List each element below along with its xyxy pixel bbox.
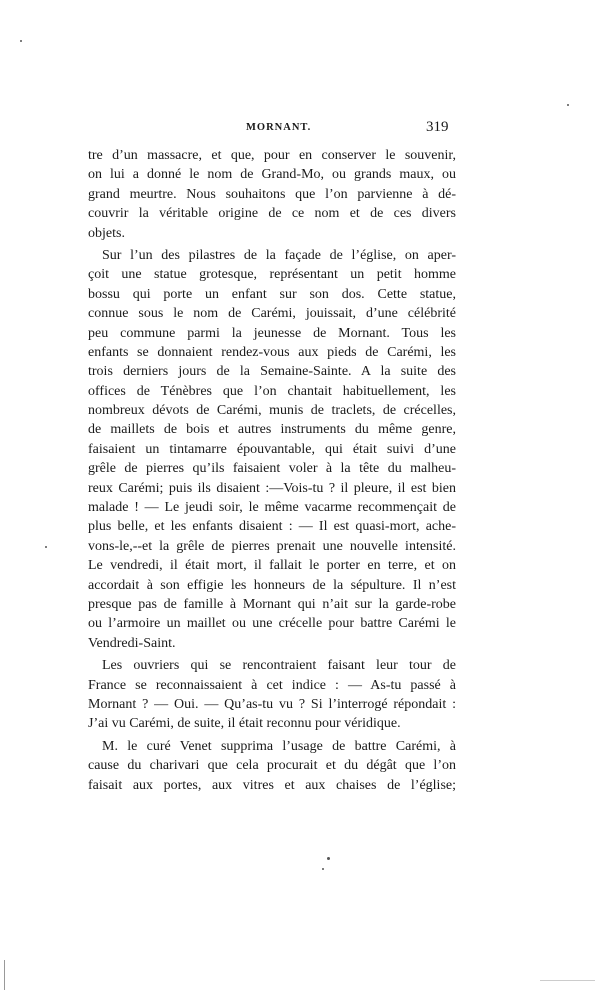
paragraph-2 <box>88 246 456 653</box>
text-line: grand meurtre. Nous souhaitons que l’on parvienne à dé- <box>88 186 456 202</box>
scan-speck <box>45 546 47 548</box>
text-line: peu commune parmi la jeunesse de Mornant. Tous les <box>88 325 456 341</box>
body-text <box>88 146 456 795</box>
text-line: Vendredi-Saint. <box>88 635 176 651</box>
paragraph-3 <box>88 656 456 734</box>
scan-speck <box>322 868 324 870</box>
text-line: grêle de pierres qu’ils faisaient voler à la tête du malheu- <box>88 461 456 477</box>
text-line: çoit une statue grotesque, représentant un petit homme <box>88 267 456 283</box>
text-line: accordait à son effigie les honneurs de la sépulture. Il n’est <box>88 577 456 593</box>
text-line: cause du charivari que cela procurait et du dégât que l’on <box>88 758 456 774</box>
text-line: vons-le,--et la grêle de pierres prenait une nouvelle intensité. <box>88 538 456 554</box>
scan-speck <box>567 104 569 106</box>
text-line: faisait aux portes, aux vitres et aux chaises de l’église; <box>88 777 456 793</box>
margin-mark <box>540 980 595 981</box>
text-line: connue sous le nom de Carémi, jouissait, d’une célébrité <box>88 306 456 322</box>
margin-mark <box>4 960 5 990</box>
text-line: couvrir la véritable origine de ce nom et de ces divers <box>88 206 456 222</box>
paragraph-1 <box>88 146 456 243</box>
text-line: ou l’armoire un maillet ou une crécelle pour battre Carémi le <box>88 616 456 632</box>
text-line: reux Carémi; puis ils disaient :—Vois-tu ? il pleure, il est bien <box>88 480 456 496</box>
text-line: on lui a donné le nom de Grand-Mo, ou grands maux, ou <box>88 167 456 183</box>
scan-speck <box>20 40 22 42</box>
text-line: Le vendredi, il était mort, il fallait le porter en terre, et on <box>88 558 456 574</box>
text-line: de maillets de bois et autres instruments du même genre, <box>88 422 456 438</box>
text-line: Les ouvriers qui se rencontraient faisant leur tour de <box>102 658 456 674</box>
scan-speck <box>327 857 330 860</box>
text-line: bossu qui porte un enfant sur son dos. Cette statue, <box>88 286 456 302</box>
text-line: enfants se donnaient rendez-vous aux pieds de Carémi, les <box>88 344 456 360</box>
paragraph-4 <box>88 737 456 795</box>
text-line: Sur l’un des pilastres de la façade de l’église, on aper- <box>102 247 456 263</box>
text-line: offices de Ténèbres que l’on chantait habituellement, les <box>88 383 456 399</box>
text-line: J’ai vu Carémi, de suite, il était reconnu pour véridique. <box>88 716 401 732</box>
text-line: nombreux dévots de Carémi, munis de traclets, de crécelles, <box>88 403 456 419</box>
text-line: Mornant ? — Oui. — Qu’as-tu vu ? Si l’interrogé répondait : <box>88 696 456 712</box>
text-line: France se reconnaissaient à cet indice : — As-tu passé à <box>88 677 456 693</box>
page-number: 319 <box>426 119 449 135</box>
text-line: presque pas de famille à Mornant qui n’ait sur la garde-robe <box>88 596 456 612</box>
text-line: plus belle, et les enfants disaient : — Il est quasi-mort, ache- <box>88 519 456 535</box>
text-line: trois derniers jours de la Semaine-Sainte. A la suite des <box>88 364 456 380</box>
text-line: malade ! — Le jeudi soir, le même vacarme recommençait de <box>88 500 456 516</box>
running-title: MORNANT. <box>246 122 312 133</box>
text-line: objets. <box>88 225 125 241</box>
text-line: M. le curé Venet supprima l’usage de battre Carémi, à <box>102 738 456 754</box>
text-line: faisaient un tintamarre épouvantable, qui était suivi d’une <box>88 441 456 457</box>
text-line: tre d’un massacre, et que, pour en conserver le souvenir, <box>88 148 456 163</box>
